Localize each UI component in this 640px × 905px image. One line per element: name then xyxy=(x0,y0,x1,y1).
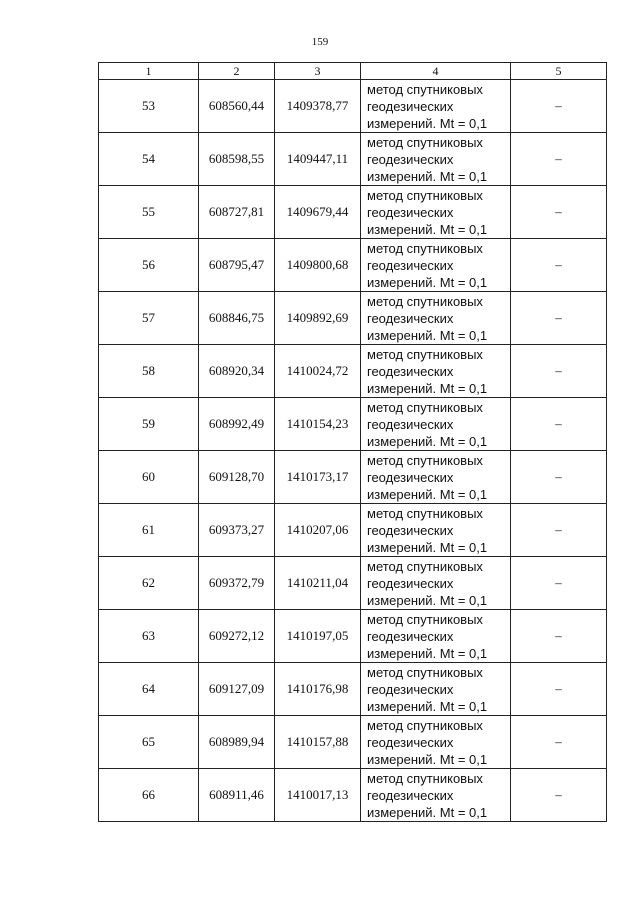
header-row xyxy=(99,63,607,80)
point-number-cell: 55 xyxy=(99,186,199,239)
table-row xyxy=(99,504,607,557)
x-coordinate-cell: 609127,09 xyxy=(199,663,275,716)
note-cell: – xyxy=(511,557,607,610)
method-line: геодезических xyxy=(367,416,454,432)
method-line: измерений. Mt = 0,1 xyxy=(367,592,488,608)
method-line: измерений. Mt = 0,1 xyxy=(367,751,488,767)
method-line: метод спутниковых xyxy=(367,770,483,786)
table-row xyxy=(99,80,607,133)
x-coordinate-cell: 608911,46 xyxy=(199,769,275,822)
method-cell xyxy=(361,292,511,345)
point-number-cell: 62 xyxy=(99,557,199,610)
column-header-1: 1 xyxy=(99,63,199,80)
method-cell xyxy=(361,557,511,610)
x-coordinate-cell: 608560,44 xyxy=(199,80,275,133)
y-coordinate-cell: 1409892,69 xyxy=(275,292,361,345)
y-coordinate-cell: 1410197,05 xyxy=(275,610,361,663)
note-cell: – xyxy=(511,239,607,292)
x-coordinate-cell: 608989,94 xyxy=(199,716,275,769)
table-row xyxy=(99,557,607,610)
x-coordinate-cell: 608727,81 xyxy=(199,186,275,239)
y-coordinate-cell: 1409800,68 xyxy=(275,239,361,292)
method-cell xyxy=(361,133,511,186)
method-line: измерений. Mt = 0,1 xyxy=(367,645,488,661)
method-line: измерений. Mt = 0,1 xyxy=(367,433,488,449)
method-cell xyxy=(361,186,511,239)
method-line: геодезических xyxy=(367,310,454,326)
method-cell xyxy=(361,398,511,451)
x-coordinate-cell: 609128,70 xyxy=(199,451,275,504)
y-coordinate-cell: 1410154,23 xyxy=(275,398,361,451)
x-coordinate-cell: 609373,27 xyxy=(199,504,275,557)
coordinates-table xyxy=(98,62,607,822)
note-cell: – xyxy=(511,716,607,769)
y-coordinate-cell: 1409447,11 xyxy=(275,133,361,186)
method-cell xyxy=(361,80,511,133)
x-coordinate-cell: 608920,34 xyxy=(199,345,275,398)
method-line: геодезических xyxy=(367,681,454,697)
table-row xyxy=(99,239,607,292)
method-line: измерений. Mt = 0,1 xyxy=(367,221,488,237)
column-header-2: 2 xyxy=(199,63,275,80)
y-coordinate-cell: 1410207,06 xyxy=(275,504,361,557)
method-line: измерений. Mt = 0,1 xyxy=(367,168,488,184)
note-cell: – xyxy=(511,504,607,557)
y-coordinate-cell: 1410024,72 xyxy=(275,345,361,398)
method-line: геодезических xyxy=(367,469,454,485)
method-line: геодезических xyxy=(367,363,454,379)
point-number-cell: 65 xyxy=(99,716,199,769)
method-line: геодезических xyxy=(367,734,454,750)
method-line: геодезических xyxy=(367,522,454,538)
method-line: геодезических xyxy=(367,257,454,273)
table-row xyxy=(99,610,607,663)
method-line: измерений. Mt = 0,1 xyxy=(367,539,488,555)
method-cell xyxy=(361,451,511,504)
point-number-cell: 66 xyxy=(99,769,199,822)
method-cell xyxy=(361,610,511,663)
note-cell: – xyxy=(511,769,607,822)
x-coordinate-cell: 608992,49 xyxy=(199,398,275,451)
note-cell: – xyxy=(511,80,607,133)
method-line: геодезических xyxy=(367,98,454,114)
method-line: измерений. Mt = 0,1 xyxy=(367,698,488,714)
y-coordinate-cell: 1410157,88 xyxy=(275,716,361,769)
note-cell: – xyxy=(511,451,607,504)
table-row xyxy=(99,345,607,398)
method-cell xyxy=(361,239,511,292)
x-coordinate-cell: 609372,79 xyxy=(199,557,275,610)
method-line: метод спутниковых xyxy=(367,452,483,468)
column-header-5: 5 xyxy=(511,63,607,80)
method-line: измерений. Mt = 0,1 xyxy=(367,804,488,820)
y-coordinate-cell: 1409378,77 xyxy=(275,80,361,133)
table-row xyxy=(99,769,607,822)
y-coordinate-cell: 1410176,98 xyxy=(275,663,361,716)
point-number-cell: 60 xyxy=(99,451,199,504)
method-cell xyxy=(361,504,511,557)
method-line: геодезических xyxy=(367,151,454,167)
note-cell: – xyxy=(511,292,607,345)
method-line: измерений. Mt = 0,1 xyxy=(367,380,488,396)
table-row xyxy=(99,716,607,769)
method-line: метод спутниковых xyxy=(367,717,483,733)
method-line: геодезических xyxy=(367,575,454,591)
table-row xyxy=(99,451,607,504)
point-number-cell: 56 xyxy=(99,239,199,292)
note-cell: – xyxy=(511,663,607,716)
page-number: 159 xyxy=(311,36,329,48)
x-coordinate-cell: 608598,55 xyxy=(199,133,275,186)
column-header-4: 4 xyxy=(361,63,511,80)
method-line: измерений. Mt = 0,1 xyxy=(367,115,488,131)
method-line: метод спутниковых xyxy=(367,611,483,627)
x-coordinate-cell: 608846,75 xyxy=(199,292,275,345)
point-number-cell: 58 xyxy=(99,345,199,398)
method-cell xyxy=(361,663,511,716)
point-number-cell: 54 xyxy=(99,133,199,186)
point-number-cell: 63 xyxy=(99,610,199,663)
x-coordinate-cell: 608795,47 xyxy=(199,239,275,292)
table-row xyxy=(99,186,607,239)
method-line: геодезических xyxy=(367,628,454,644)
x-coordinate-cell: 609272,12 xyxy=(199,610,275,663)
method-line: метод спутниковых xyxy=(367,505,483,521)
method-cell xyxy=(361,769,511,822)
point-number-cell: 53 xyxy=(99,80,199,133)
method-line: метод спутниковых xyxy=(367,240,483,256)
note-cell: – xyxy=(511,133,607,186)
method-line: метод спутниковых xyxy=(367,81,483,97)
point-number-cell: 59 xyxy=(99,398,199,451)
note-cell: – xyxy=(511,398,607,451)
note-cell: – xyxy=(511,345,607,398)
method-line: измерений. Mt = 0,1 xyxy=(367,327,488,343)
method-line: метод спутниковых xyxy=(367,187,483,203)
table-row xyxy=(99,398,607,451)
method-line: метод спутниковых xyxy=(367,664,483,680)
method-line: метод спутниковых xyxy=(367,346,483,362)
method-cell xyxy=(361,345,511,398)
point-number-cell: 61 xyxy=(99,504,199,557)
table-body xyxy=(99,63,607,822)
method-line: измерений. Mt = 0,1 xyxy=(367,486,488,502)
table-row xyxy=(99,663,607,716)
point-number-cell: 57 xyxy=(99,292,199,345)
method-line: метод спутниковых xyxy=(367,399,483,415)
method-line: измерений. Mt = 0,1 xyxy=(367,274,488,290)
y-coordinate-cell: 1410211,04 xyxy=(275,557,361,610)
method-cell xyxy=(361,716,511,769)
point-number-cell: 64 xyxy=(99,663,199,716)
y-coordinate-cell: 1410017,13 xyxy=(275,769,361,822)
table-row xyxy=(99,292,607,345)
column-header-3: 3 xyxy=(275,63,361,80)
method-line: метод спутниковых xyxy=(367,134,483,150)
y-coordinate-cell: 1409679,44 xyxy=(275,186,361,239)
y-coordinate-cell: 1410173,17 xyxy=(275,451,361,504)
note-cell: – xyxy=(511,610,607,663)
method-line: метод спутниковых xyxy=(367,558,483,574)
method-line: геодезических xyxy=(367,787,454,803)
method-line: геодезических xyxy=(367,204,454,220)
method-line: метод спутниковых xyxy=(367,293,483,309)
note-cell: – xyxy=(511,186,607,239)
table-row xyxy=(99,133,607,186)
